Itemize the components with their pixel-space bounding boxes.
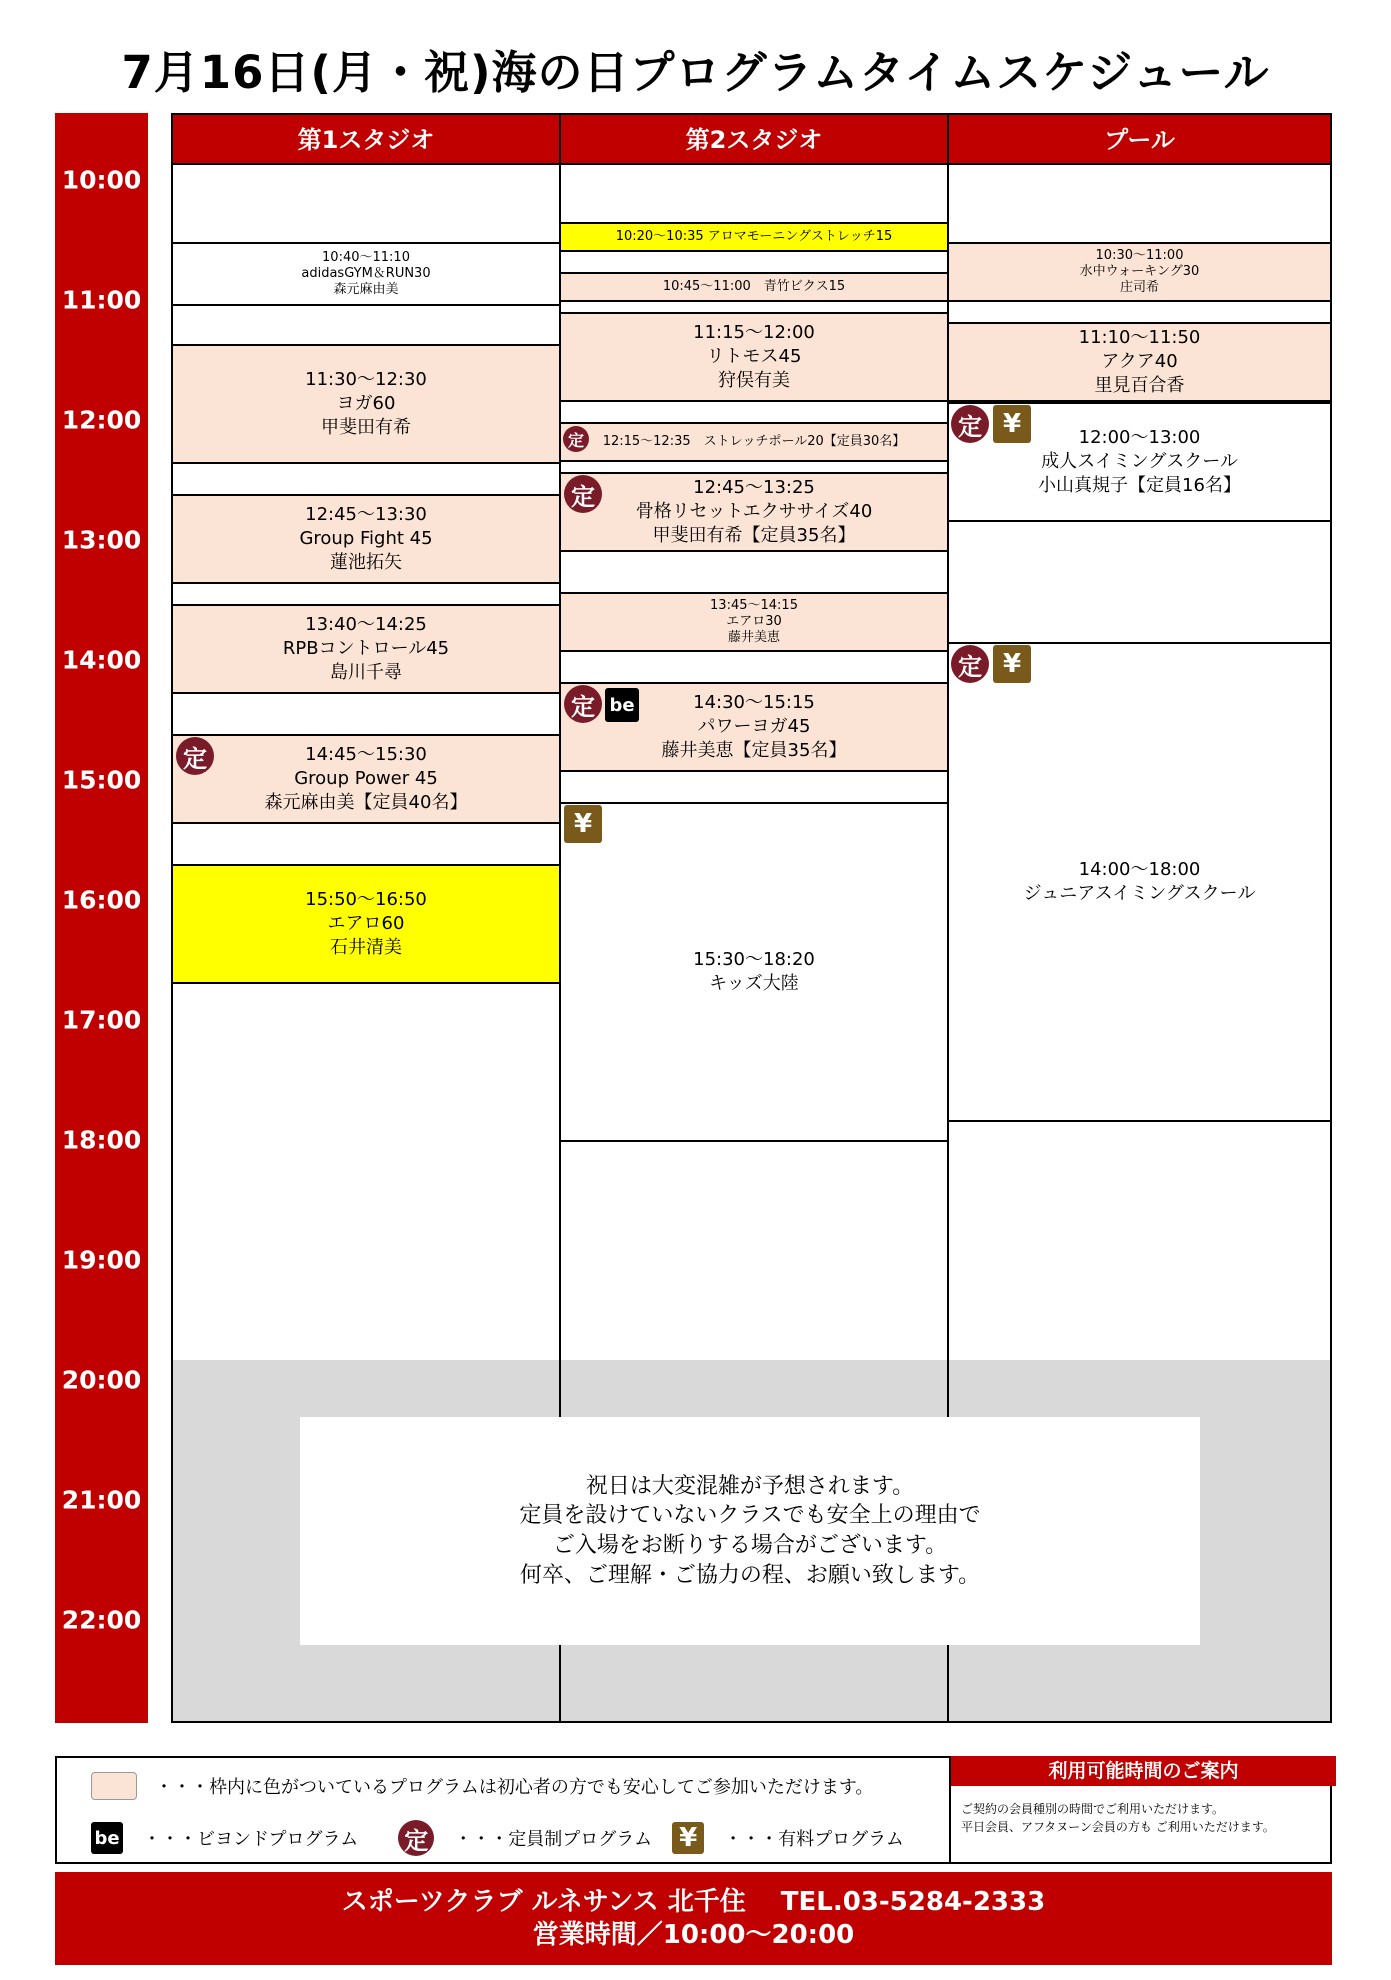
beginner-swatch <box>91 1772 137 1800</box>
class-name: adidasGYM＆RUN30 <box>301 265 431 281</box>
legend-beyond-text: ・・・ビヨンドプログラム <box>143 1829 359 1850</box>
class-name: エアロ30 <box>726 613 782 629</box>
class-instructor: 庄司希 <box>1119 280 1159 296</box>
usage-info <box>949 1756 1336 1864</box>
class-block <box>561 422 947 462</box>
class-block <box>173 864 559 984</box>
class-name: RPBコントロール45 <box>282 637 450 659</box>
class-text: 10:20～10:35 アロマモーニングストレッチ15 <box>615 228 893 244</box>
class-time: 10:30～11:00 <box>1095 247 1184 263</box>
time-label: 12:00 <box>61 405 142 435</box>
column-header-studio2: 第2スタジオ <box>561 115 947 165</box>
class-block <box>561 312 947 402</box>
class-block <box>949 322 1330 402</box>
usage-info-text <box>951 1786 1336 1836</box>
class-name: 骨格リセットエクササイズ40 <box>635 500 873 522</box>
notice-line: 定員を設けていないクラスでも安全上の理由で <box>519 1503 981 1529</box>
paid-icon: ¥ <box>564 805 602 843</box>
capacity-icon: 定 <box>564 475 602 513</box>
class-block <box>173 734 559 824</box>
beyond-icon: be <box>91 1822 123 1854</box>
legend-beginner <box>91 1772 873 1800</box>
class-block <box>561 272 947 302</box>
usage-info-title: 利用可能時間のご案内 <box>951 1756 1336 1786</box>
class-time: 13:40～14:25 <box>305 613 427 635</box>
time-label: 18:00 <box>61 1125 142 1155</box>
time-label: 14:00 <box>61 645 142 675</box>
usage-info-line: 平日会員、アフタヌーン会員の方も ご利用いただけます。 <box>961 1820 1275 1834</box>
class-instructor: 藤井美恵 <box>727 630 780 646</box>
paid-icon: ¥ <box>993 405 1031 443</box>
time-label: 13:00 <box>61 525 142 555</box>
column-header-studio1: 第1スタジオ <box>173 115 559 165</box>
time-label: 15:00 <box>61 765 142 795</box>
time-label: 11:00 <box>61 285 142 315</box>
class-name: パワーヨガ45 <box>697 715 811 737</box>
class-instructor: 甲斐田有希【定員35名】 <box>652 525 856 547</box>
class-block <box>561 472 947 552</box>
class-time: 12:00～13:00 <box>1078 426 1201 448</box>
class-time: 15:30～18:20 <box>693 948 815 970</box>
time-label: 17:00 <box>61 1005 142 1035</box>
class-time: 11:30～12:30 <box>305 368 427 390</box>
class-block <box>173 242 559 306</box>
class-time: 10:40～11:10 <box>322 249 410 265</box>
class-time: 14:00～18:00 <box>1078 858 1201 880</box>
time-label: 10:00 <box>61 165 142 195</box>
class-block <box>561 222 947 252</box>
capacity-icon: 定 <box>398 1820 434 1856</box>
class-time: 12:45～13:25 <box>693 476 815 498</box>
class-time: 15:50～16:50 <box>305 888 427 910</box>
beyond-icon: be <box>605 688 639 722</box>
time-label: 16:00 <box>61 885 142 915</box>
class-instructor: 小山真規子【定員16名】 <box>1038 475 1241 497</box>
notice-line: 祝日は大変混雑が予想されます。 <box>585 1473 915 1499</box>
class-time: 13:45～14:15 <box>710 597 798 613</box>
class-name: Group Fight 45 <box>299 527 433 549</box>
class-block <box>561 802 947 1142</box>
class-instructor: 石井清美 <box>330 937 402 959</box>
class-instructor: 狩俣有美 <box>718 370 790 392</box>
class-block <box>949 242 1330 302</box>
class-name: アクア40 <box>1101 350 1178 372</box>
time-label: 20:00 <box>61 1365 142 1395</box>
class-instructor: 里見百合香 <box>1094 375 1185 397</box>
usage-info-line: ご契約の会員種別の時間でご利用いただけます。 <box>961 1802 1225 1816</box>
footer-contact: スポーツクラブ ルネサンス 北千住 TEL.03-5284-2333 <box>341 1887 1046 1917</box>
class-name: Group Power 45 <box>294 767 438 789</box>
class-instructor: 島川千尋 <box>330 662 402 684</box>
capacity-icon: 定 <box>564 685 602 723</box>
class-instructor: 森元麻由美 <box>333 282 399 298</box>
class-name: キッズ大陸 <box>709 973 799 994</box>
class-time: 14:30～15:15 <box>693 691 815 713</box>
notice-line: ご入場をお断りする場合がございます。 <box>552 1533 948 1558</box>
class-time: 11:10～11:50 <box>1078 326 1201 348</box>
class-text: 12:15～12:35 ストレッチポール20【定員30名】 <box>602 433 906 449</box>
time-column <box>55 113 148 1723</box>
class-instructor: 蓮池拓矢 <box>330 552 402 574</box>
capacity-icon: 定 <box>951 645 989 683</box>
class-name: ヨガ60 <box>336 392 396 414</box>
class-block <box>561 592 947 652</box>
capacity-icon: 定 <box>951 405 989 443</box>
class-text: 10:45～11:00 青竹ビクス15 <box>662 278 846 294</box>
paid-icon: ¥ <box>672 1822 704 1854</box>
class-name: 水中ウォーキング30 <box>1079 263 1200 279</box>
class-name: 成人スイミングスクール <box>1041 450 1238 472</box>
column-header-pool: プール <box>949 115 1330 165</box>
class-name: リトモス45 <box>706 345 802 367</box>
class-instructor: 森元麻由美【定員40名】 <box>264 792 468 814</box>
notice-box <box>300 1417 1200 1645</box>
class-instructor: 甲斐田有希 <box>321 417 411 439</box>
legend-beginner-text: ・・・枠内に色がついているプログラムは初心者の方でも安心してご参加いただけます。 <box>155 1777 874 1798</box>
time-label: 21:00 <box>61 1485 142 1515</box>
class-name: エアロ60 <box>327 912 405 934</box>
class-block <box>173 344 559 464</box>
class-time: 14:45～15:30 <box>305 743 427 765</box>
footer-hours: 営業時間／10:00～20:00 <box>532 1919 855 1950</box>
capacity-icon: 定 <box>563 426 589 452</box>
capacity-icon: 定 <box>176 737 214 775</box>
class-block <box>949 642 1330 1122</box>
footer <box>55 1872 1332 1965</box>
legend-paid-text: ・・・有料プログラム <box>724 1829 904 1850</box>
class-time: 12:45～13:30 <box>305 503 427 525</box>
class-block <box>173 604 559 694</box>
class-time: 11:15～12:00 <box>693 321 815 343</box>
legend-capacity-text: ・・・定員制プログラム <box>454 1829 653 1850</box>
time-label: 19:00 <box>61 1245 142 1275</box>
class-block <box>173 494 559 584</box>
legend <box>55 1756 1332 1864</box>
time-label: 22:00 <box>61 1605 142 1635</box>
page-title: 7月16日(月・祝)海の日プログラムタイムスケジュール <box>121 46 1270 99</box>
class-name: ジュニアスイミングスクール <box>1023 883 1256 904</box>
notice-line: 何卒、ご理解・ご協力の程、お願い致します。 <box>519 1562 981 1588</box>
class-instructor: 藤井美恵【定員35名】 <box>661 740 847 762</box>
legend-icons <box>91 1820 904 1856</box>
paid-icon: ¥ <box>993 645 1031 683</box>
